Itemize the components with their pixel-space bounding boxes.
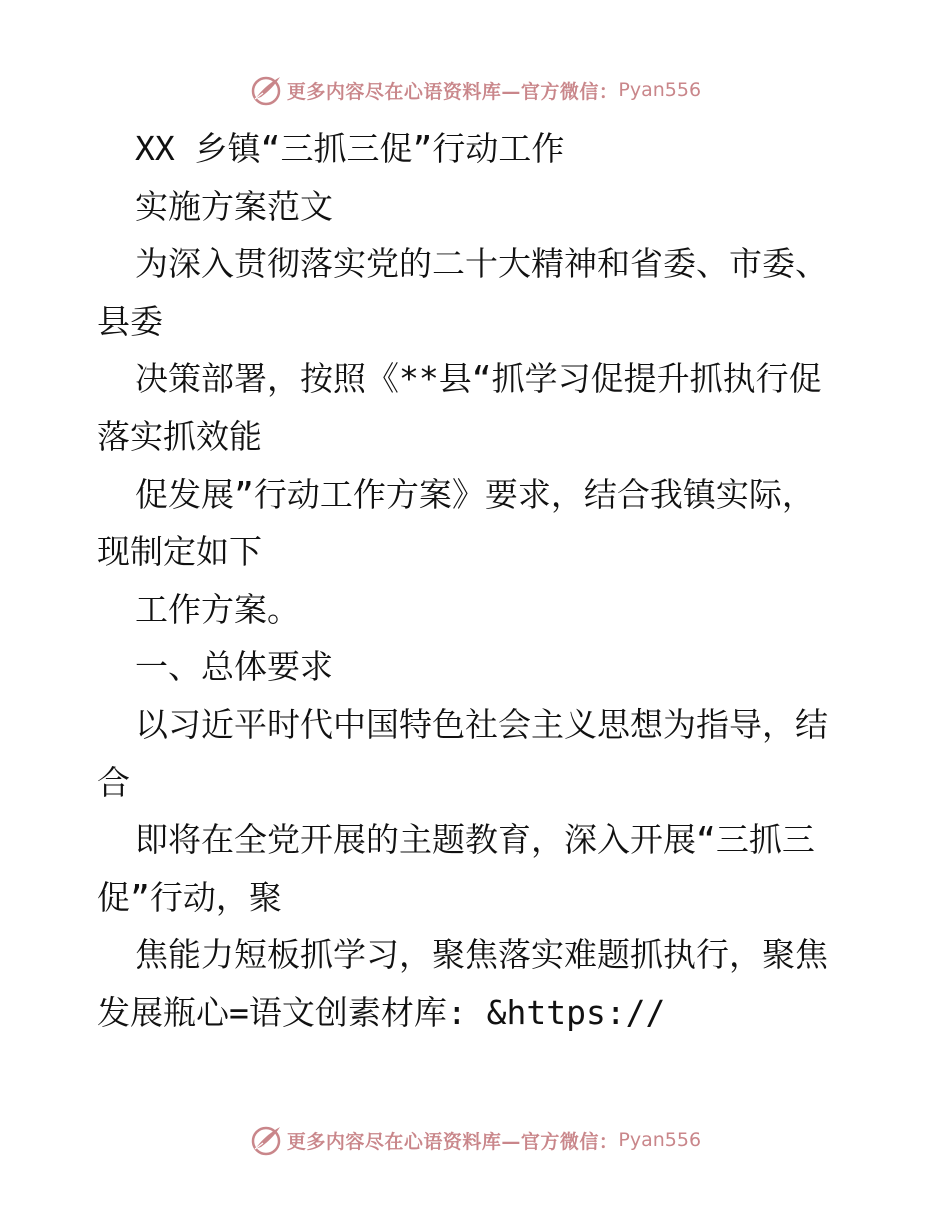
document-line: 发展瓶心=语文创素材库: &https:// [97,992,666,1032]
header-watermark [0,68,950,112]
quill-circle-icon [249,1123,283,1157]
document-line: 合 [97,762,130,802]
document-line: 落实抓效能 [97,416,262,456]
document-line: 决策部署，按照《**县“抓学习促提升抓执行促 [135,359,822,399]
footer-site-text: 更多内容尽在心语资料库—官方微信： [286,1130,619,1153]
document-line: 工作方案。 [135,589,300,629]
header-wechat-id: Pyan556 [618,79,702,101]
document-line: 即将在全党开展的主题教育，深入开展“三抓三 [135,820,815,860]
quill-circle-icon [249,73,283,107]
footer-watermark [0,1118,950,1162]
section-heading: 一、总体要求 [135,647,333,687]
document-line: 为深入贯彻落实党的二十大精神和省委、市委、 [135,244,828,284]
document-line: 现制定如下 [97,532,262,572]
document-line: 焦能力短板抓学习，聚焦落实难题抓执行，聚焦 [135,935,828,975]
document-body [97,120,857,1042]
document-line: 促”行动，聚 [97,877,282,917]
document-line: 以习近平时代中国特色社会主义思想为指导，结 [135,704,828,744]
document-line: 实施方案范文 [135,186,333,226]
document-line: 促发展”行动工作方案》要求，结合我镇实际， [135,474,815,514]
header-site-text: 更多内容尽在心语资料库—官方微信： [286,80,619,103]
footer-wechat-id: Pyan556 [618,1129,702,1151]
document-line: XX 乡镇“三抓三促”行动工作 [135,129,565,168]
document-line: 县委 [97,301,163,341]
